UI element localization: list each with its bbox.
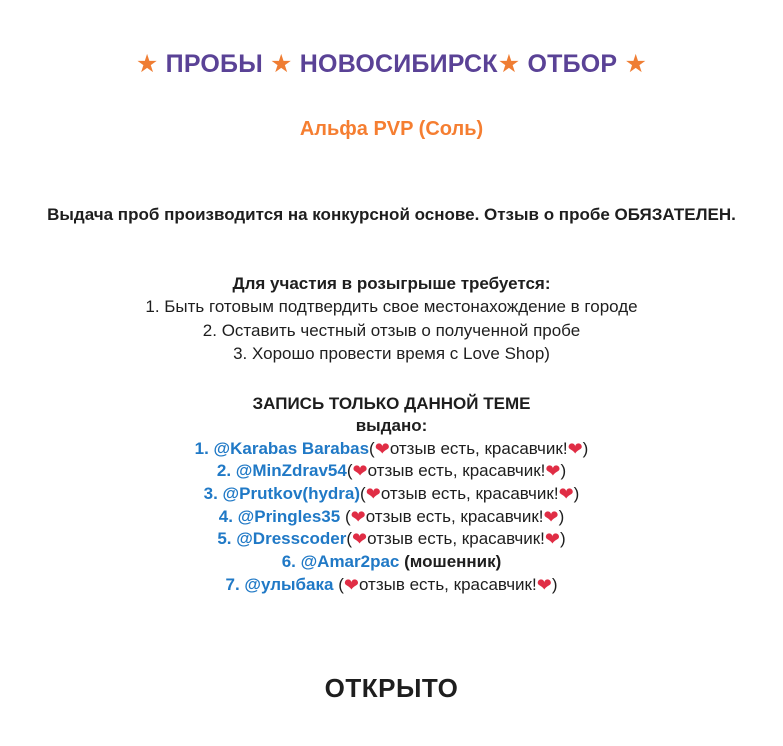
star-icon: ★ xyxy=(135,50,159,78)
entry-row xyxy=(0,551,783,574)
entry-scammer-note: (мошенник) xyxy=(404,552,502,572)
heart-icon: ❤ xyxy=(558,483,574,504)
rule-item: 1. Быть готовым подтвердить свое местонахождение в городе xyxy=(145,297,638,316)
entry-paren-close: ) xyxy=(558,506,565,526)
entry-user-link[interactable]: 1. @Karabas Barabas xyxy=(194,438,370,458)
entry-paren-close: ) xyxy=(573,483,580,503)
rule-item: 3. Хорошо провести время с Love Shop) xyxy=(233,344,550,363)
entry-review-text: отзыв есть, красавчик! xyxy=(365,506,544,526)
entry-paren-close: ) xyxy=(551,574,558,594)
notice-text: Выдача проб производится на конкурсной основе. Отзыв о пробе ОБЯЗАТЕЛЕН. xyxy=(47,205,736,224)
signup-heading: ЗАПИСЬ ТОЛЬКО ДАННОЙ ТЕМЕ xyxy=(252,393,531,413)
rules-heading: Для участия в розыгрыше требуется: xyxy=(232,274,551,293)
entry-review-text: отзыв есть, красавчик! xyxy=(367,529,545,549)
star-icon: ★ xyxy=(270,50,293,78)
heart-icon: ❤ xyxy=(352,461,368,482)
entry-user-link[interactable]: 2. @MinZdrav54 xyxy=(216,461,347,481)
entry-user-link[interactable]: 5. @Dresscoder xyxy=(217,529,347,549)
entries-list xyxy=(0,438,783,597)
status-open: ОТКРЫТО xyxy=(324,673,459,704)
entry-user-link[interactable]: 7. @улыбака xyxy=(225,574,334,594)
entry-paren-open: ( xyxy=(338,574,344,594)
star-icon: ★ xyxy=(624,50,648,78)
rule-item: 2. Оставить честный отзыв о полученной пробе xyxy=(202,320,581,340)
entry-paren-open: ( xyxy=(369,438,375,458)
heart-icon: ❤ xyxy=(365,483,381,504)
rules-section xyxy=(0,272,783,366)
heart-icon: ❤ xyxy=(544,529,560,550)
entry-paren-close: ) xyxy=(559,529,566,549)
entry-row xyxy=(0,460,783,483)
entry-row xyxy=(0,483,783,506)
entry-paren-open: ( xyxy=(346,529,353,549)
issued-label: выдано: xyxy=(355,416,428,435)
entry-user-link[interactable]: 4. @Pringles35 xyxy=(218,506,341,526)
heart-icon: ❤ xyxy=(374,438,390,459)
heart-icon: ❤ xyxy=(545,461,561,482)
star-icon: ★ xyxy=(497,50,521,78)
entry-paren-close: ) xyxy=(560,461,567,481)
entry-review-text: отзыв есть, красавчик! xyxy=(389,438,568,458)
heart-icon: ❤ xyxy=(350,506,366,527)
product-subtitle: Альфа PVP (Соль) xyxy=(299,118,484,140)
entry-row xyxy=(0,528,783,551)
entry-row xyxy=(0,438,783,461)
signup-section xyxy=(0,393,783,597)
entry-row xyxy=(0,574,783,597)
post-title xyxy=(0,49,783,79)
entry-paren-open: ( xyxy=(360,483,366,503)
rules-list xyxy=(0,295,783,366)
heart-icon: ❤ xyxy=(343,574,359,595)
entry-paren-close: ) xyxy=(582,438,589,458)
heart-icon: ❤ xyxy=(543,506,559,527)
entry-paren-open: ( xyxy=(344,506,351,526)
heart-icon: ❤ xyxy=(536,574,552,595)
entry-review-text: отзыв есть, красавчик! xyxy=(358,574,537,594)
entry-review-text: отзыв есть, красавчик! xyxy=(380,483,559,503)
entry-paren-open: ( xyxy=(346,461,353,481)
heart-icon: ❤ xyxy=(352,529,368,550)
entry-user-link[interactable]: 3. @Prutkov(hydra) xyxy=(203,483,361,503)
heart-icon: ❤ xyxy=(567,438,583,459)
entry-review-text: отзыв есть, красавчик! xyxy=(367,461,546,481)
entry-row xyxy=(0,506,783,529)
title-text: ОТБОР xyxy=(520,50,625,78)
title-text: ПРОБЫ xyxy=(158,50,271,78)
title-text: НОВОСИБИРСК xyxy=(292,50,498,78)
entry-user-link[interactable]: 6. @Amar2pac xyxy=(281,552,400,572)
